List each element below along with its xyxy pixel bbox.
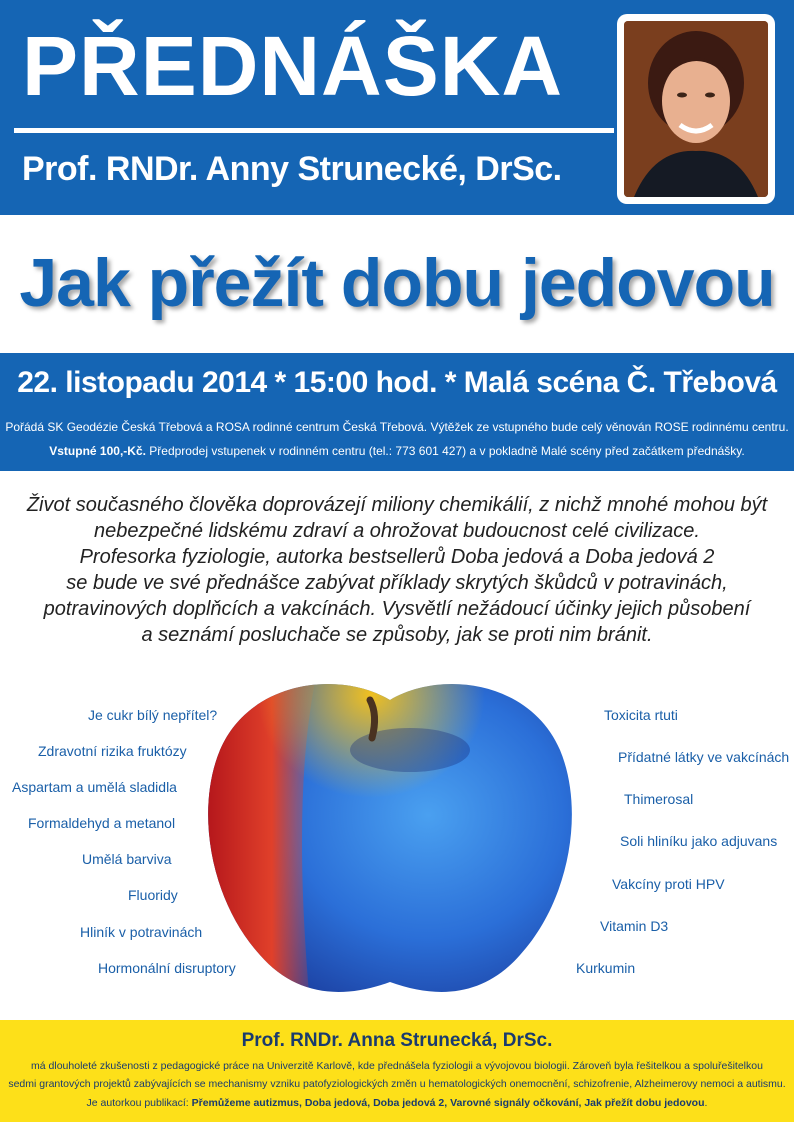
event-date-time-place: 22. listopadu 2014 * 15:00 hod. * Malá scéna Č. Třebová — [17, 366, 777, 399]
publications-label: Je autorkou publikací: — [86, 1097, 192, 1109]
publications-end: . — [704, 1097, 708, 1109]
description-line: Život současného člověka doprovázejí miliony chemikálií, z nichž mnohé mohou být — [26, 494, 768, 516]
topic-item: Zdravotní rizika fruktózy — [38, 743, 187, 759]
main-title: Jak přežít dobu jedovou — [19, 245, 775, 321]
speaker-photo — [624, 21, 768, 197]
footer-bio-line: má dlouholeté zkušenosti z pedagogické práce na Univerzitě Karlově, kde přednášela fyziologii a vývojovou biologii. Zároveň byla řešitelkou a spoluřešitelkou — [31, 1060, 763, 1072]
topic-item: Vitamin D3 — [600, 918, 669, 934]
publications-list: Přemůžeme autizmus, Doba jedová, Doba jedová 2, Varovné signály očkování, Jak přežít dobu jedovou — [191, 1097, 705, 1109]
organizer-text: Pořádá SK Geodézie Česká Třebová a ROSA rodinné centrum Česká Třebová. Výtěžek ze vstupného bude celý věnován ROSE rodinnému centru. — [5, 420, 789, 434]
footer-publications — [0, 1097, 794, 1109]
description — [0, 492, 794, 648]
topic-item: Umělá barviva — [82, 851, 172, 867]
title-divider — [14, 128, 614, 133]
ticket-presale: Předprodej vstupenek v rodinném centru (tel.: 773 601 427) a v pokladně Malé scény před začátkem přednášky. — [145, 444, 745, 458]
topic-item: Aspartam a umělá sladidla — [12, 779, 177, 795]
speaker-name: Prof. RNDr. Anny Strunecké, DrSc. — [22, 150, 562, 188]
topic-item: Toxicita rtuti — [604, 707, 678, 723]
topic-item: Přídatné látky ve vakcínách — [618, 749, 790, 765]
ticket-info — [0, 444, 794, 458]
poster-title: PŘEDNÁŠKA — [22, 19, 564, 113]
topic-item: Hormonální disruptory — [98, 960, 236, 976]
ticket-price: Vstupné 100,-Kč. — [49, 444, 146, 458]
footer-speaker-name: Prof. RNDr. Anna Strunecká, DrSc. — [241, 1030, 553, 1051]
topic-item: Thimerosal — [624, 791, 694, 807]
apple-illustration — [200, 660, 580, 1005]
portrait-image — [624, 21, 768, 197]
description-line: potravinových doplňcích a vakcínách. Vysvětlí nežádoucí účinky jejich působení — [43, 598, 751, 620]
description-line: nebezpečné lidskému zdraví a ohrožovat budoucnost celé civilizace. — [94, 520, 700, 542]
topic-item: Kurkumin — [576, 960, 636, 976]
description-line: Profesorka fyziologie, autorka bestsellerů Doba jedová a Doba jedová 2 — [79, 546, 715, 568]
topic-item: Soli hliníku jako adjuvans — [620, 833, 778, 849]
topic-item: Vakcíny proti HPV — [612, 876, 725, 892]
topic-item: Je cukr bílý nepřítel? — [88, 707, 218, 723]
description-line: se bude ve své přednášce zabývat příklady skrytých škůdců v potravinách, — [66, 572, 728, 594]
topic-item: Hliník v potravinách — [80, 924, 203, 940]
footer-bio-line: sedmi grantových projektů zabývajících se mechanismy vzniku patofyziologických změn u hematologických onemocnění, schizofrenie, Alzheimerovy nemoci a autismu. — [8, 1078, 786, 1090]
topic-item: Fluoridy — [128, 887, 178, 903]
description-line: a seznámí posluchače se způsoby, jak se proti nim bránit. — [141, 624, 653, 646]
topic-item: Formaldehyd a metanol — [28, 815, 176, 831]
